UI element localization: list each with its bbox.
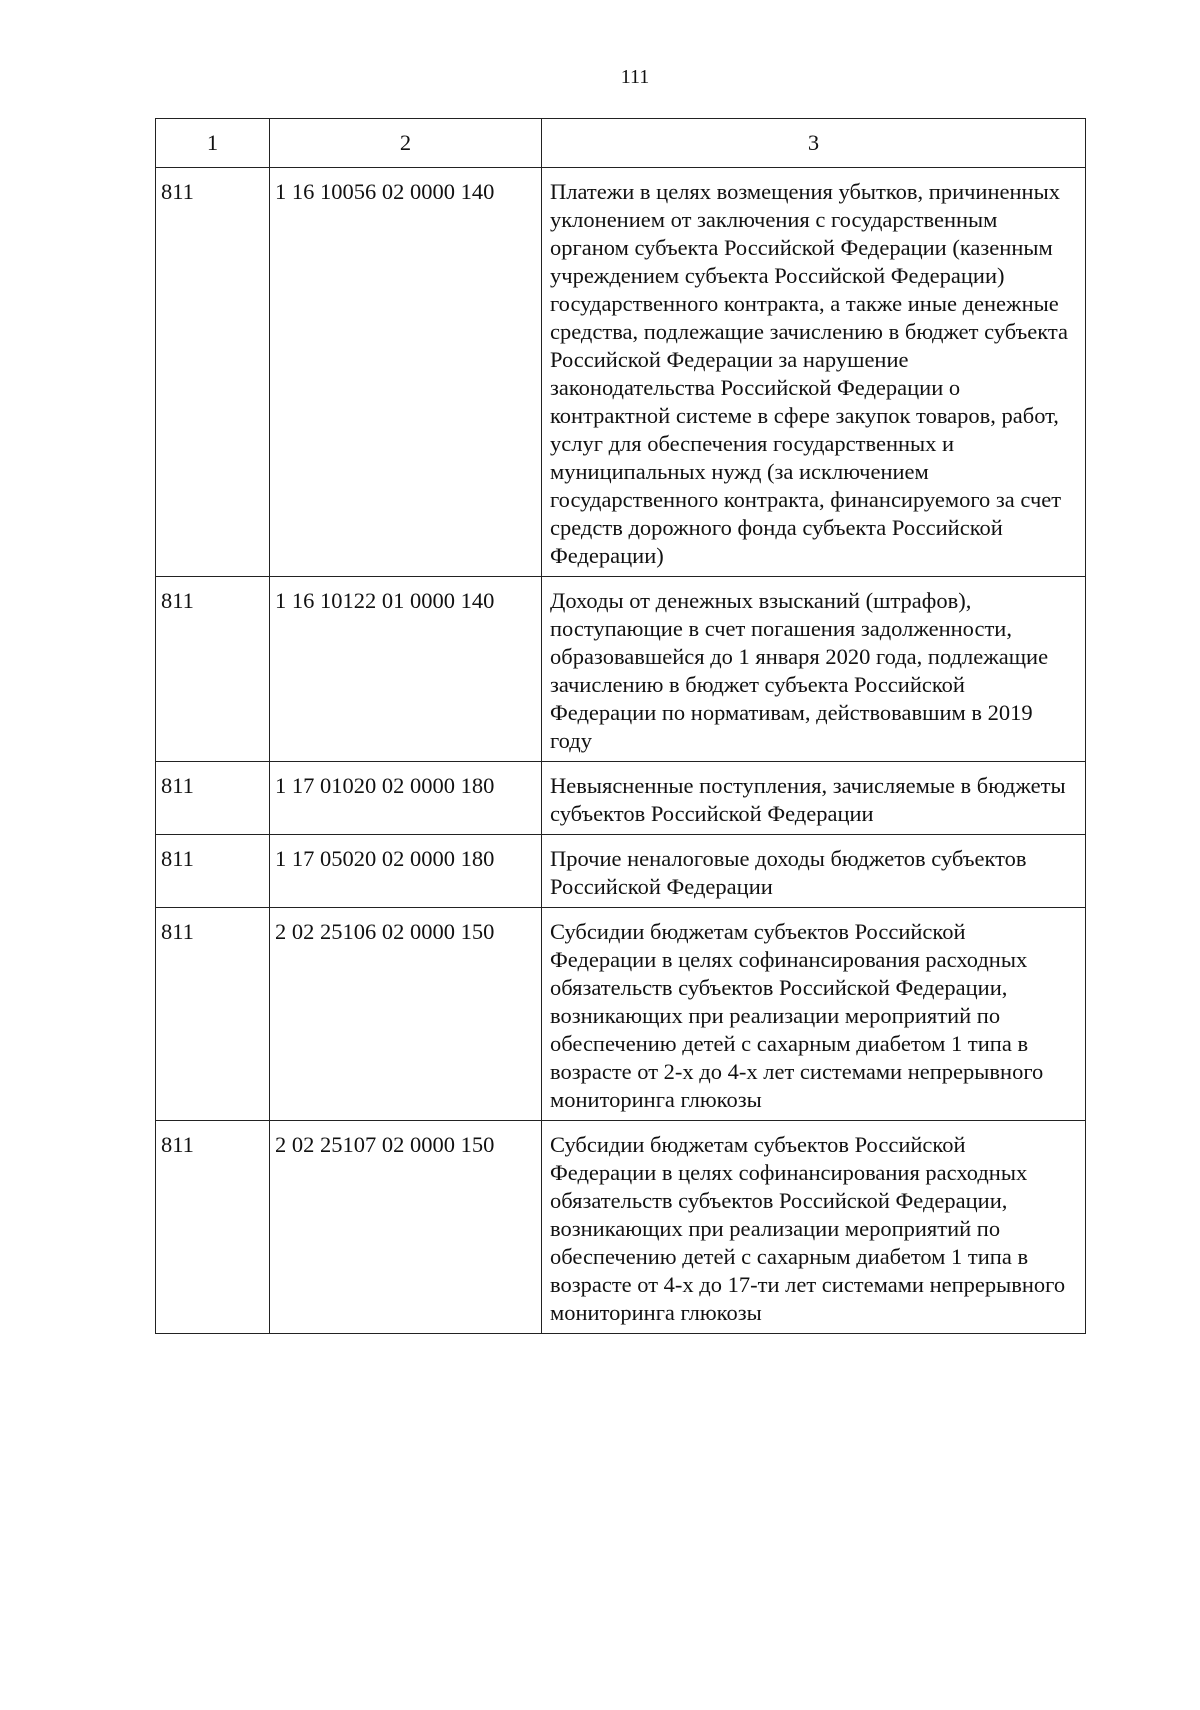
admin-code-cell: 811 bbox=[156, 835, 270, 908]
admin-code-cell: 811 bbox=[156, 1121, 270, 1334]
admin-code-cell: 811 bbox=[156, 168, 270, 577]
page-number: 111 bbox=[620, 66, 650, 88]
admin-code-cell: 811 bbox=[156, 577, 270, 762]
admin-code-cell: 811 bbox=[156, 762, 270, 835]
description-text: Платежи в целях возмещения убытков, причиненных уклонением от заключения с государственным органом субъекта Российской Федерации (казенным учреждением субъекта Российской Федерации) государственного контракта, а также иные денежные средства, подлежащие зачислению в бюджет субъекта Российской Федерации за нарушение законодательства Российской Федерации о контрактной системе в сфере закупок товаров, работ, услуг для обеспечения государственных и муниципальных нужд (за исключением государственного контракта, финансируемого за счет средств дорожного фонда субъекта Российской Федерации) bbox=[550, 179, 1069, 568]
table-row bbox=[156, 168, 1086, 577]
budget-code-cell: 1 16 10056 02 0000 140 bbox=[270, 168, 542, 577]
column-header-2: 2 bbox=[270, 119, 542, 168]
description-text: Субсидии бюджетам субъектов Российской Федерации в целях софинансирования расходных обязательств субъектов Российской Федерации, возникающих при реализации мероприятий по обеспечению детей с сахарным диабетом 1 типа в возрасте от 4-х до 17-ти лет системами непрерывного мониторинга глюкозы bbox=[550, 1132, 1066, 1325]
table-row bbox=[156, 908, 1086, 1121]
table-row bbox=[156, 762, 1086, 835]
description-cell bbox=[542, 762, 1086, 835]
budget-code-cell: 2 02 25106 02 0000 150 bbox=[270, 908, 542, 1121]
description-text: Доходы от денежных взысканий (штрафов), поступающие в счет погашения задолженности, образовавшейся до 1 января 2020 года, подлежащие зачислению в бюджет субъекта Российской Федерации по нормативам, действовавшим в 2019 году bbox=[550, 588, 1049, 753]
description-text: Прочие неналоговые доходы бюджетов субъектов Российской Федерации bbox=[550, 846, 1027, 899]
description-cell bbox=[542, 835, 1086, 908]
description-text: Субсидии бюджетам субъектов Российской Федерации в целях софинансирования расходных обязательств субъектов Российской Федерации, возникающих при реализации мероприятий по обеспечению детей с сахарным диабетом 1 типа в возрасте от 2-х до 4-х лет системами непрерывного мониторинга глюкозы bbox=[550, 919, 1044, 1112]
table-row bbox=[156, 835, 1086, 908]
budget-code-cell: 1 17 05020 02 0000 180 bbox=[270, 835, 542, 908]
budget-code-cell: 1 16 10122 01 0000 140 bbox=[270, 577, 542, 762]
budget-code-table bbox=[155, 118, 1086, 1334]
description-cell bbox=[542, 168, 1086, 577]
table-header-row bbox=[156, 119, 1086, 168]
description-text: Невыясненные поступления, зачисляемые в бюджеты субъектов Российской Федерации bbox=[550, 773, 1066, 826]
table-row bbox=[156, 1121, 1086, 1334]
admin-code-cell: 811 bbox=[156, 908, 270, 1121]
budget-code-cell: 2 02 25107 02 0000 150 bbox=[270, 1121, 542, 1334]
description-cell bbox=[542, 577, 1086, 762]
table-row bbox=[156, 577, 1086, 762]
column-header-1: 1 bbox=[156, 119, 270, 168]
description-cell bbox=[542, 1121, 1086, 1334]
budget-code-cell: 1 17 01020 02 0000 180 bbox=[270, 762, 542, 835]
description-cell bbox=[542, 908, 1086, 1121]
column-header-3: 3 bbox=[542, 119, 1086, 168]
